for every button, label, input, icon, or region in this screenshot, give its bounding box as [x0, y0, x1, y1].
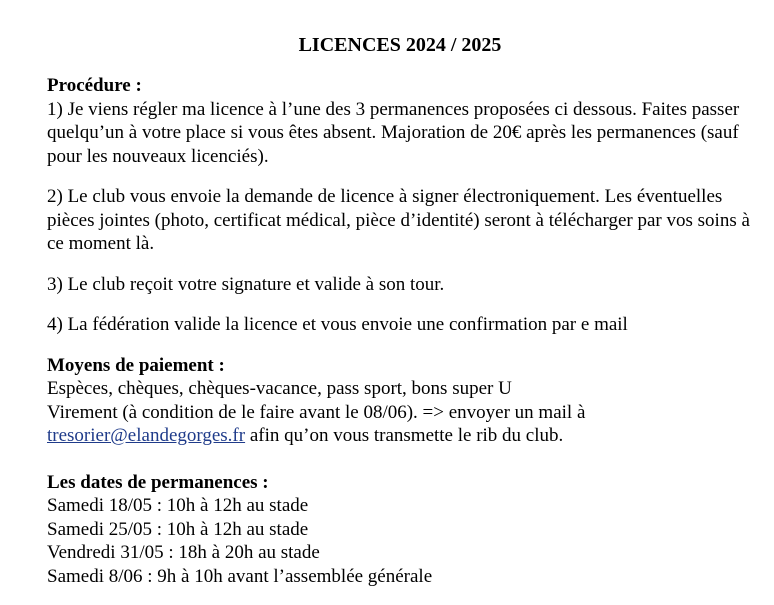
- date-item: Samedi 18/05 : 10h à 12h au stade: [47, 495, 309, 516]
- date-item: Samedi 25/05 : 10h à 12h au stade: [47, 518, 309, 540]
- procedure-step-1: 1) Je viens régler ma licence à l’une des 3 permanences proposées ci dessous. Faites passer quelqu’un à votre place si vous êtes absent. Majoration de 20€ après les permanences (sauf pour les nouveaux licenciés).: [47, 98, 740, 167]
- document-body: [47, 74, 757, 588]
- spacer: [47, 448, 757, 471]
- date-item: Vendredi 31/05 : 18h à 20h au stade: [47, 542, 320, 563]
- spacer: [47, 337, 757, 354]
- payment-heading: Moyens de paiement :: [47, 354, 225, 376]
- payment-methods: Espèces, chèques, chèques-vacance, pass sport, bons super U: [47, 378, 512, 399]
- page-title: LICENCES 2024 / 2025: [298, 34, 502, 56]
- procedure-step-3: 3) Le club reçoit votre signature et valide à son tour.: [47, 273, 445, 295]
- spacer: [47, 256, 757, 273]
- procedure-step-2: 2) Le club vous envoie la demande de licence à signer électroniquement. Les éventuelles pièces jointes (photo, certificat médical, pièce d’identité) seront à télécharger par vos soins à ce moment là.: [47, 186, 750, 254]
- treasurer-email-link[interactable]: tresorier@elandegorges.fr: [47, 425, 246, 446]
- spacer: [47, 296, 757, 313]
- procedure-step-4: 4) La fédération valide la licence et vous envoie une confirmation par e mail: [47, 314, 628, 335]
- date-item: Samedi 8/06 : 9h à 10h avant l’assemblée générale: [47, 565, 433, 587]
- spacer: [47, 168, 757, 185]
- payment-transfer: Virement (à condition de le faire avant le 08/06). => envoyer un mail à: [47, 401, 586, 423]
- payment-email-suffix: afin qu’on vous transmette le rib du club.: [245, 425, 564, 446]
- procedure-heading: Procédure :: [47, 75, 142, 96]
- dates-heading: Les dates de permanences :: [47, 471, 269, 493]
- payment-email-line: [47, 424, 757, 448]
